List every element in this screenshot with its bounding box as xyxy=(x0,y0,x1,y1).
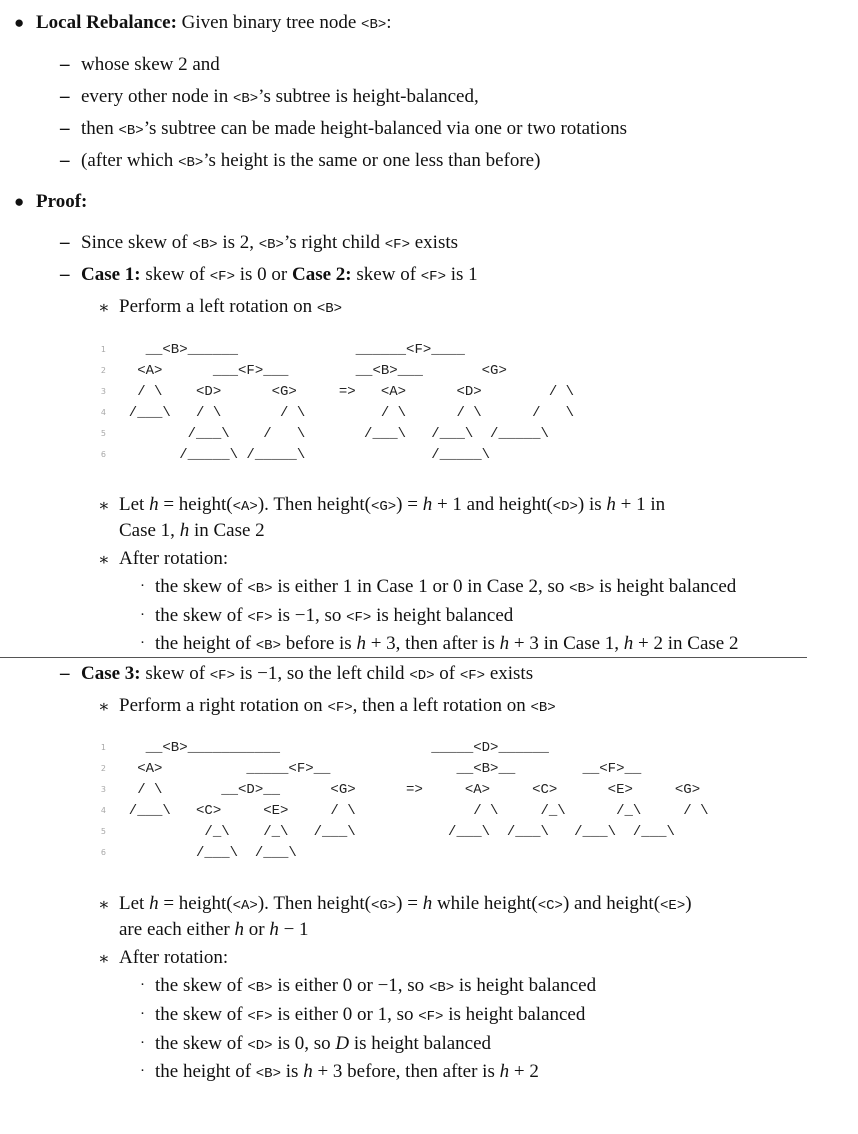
dash-icon: – xyxy=(60,663,70,684)
case3-after-item: the skew of <D> is 0, so D is height balanced xyxy=(155,1033,492,1054)
code-line: __<B>___________ _____<D>______ xyxy=(112,740,549,756)
line-number: 5 xyxy=(100,827,106,836)
line-number: 5 xyxy=(100,429,106,438)
code-line: <A> _____<F>__ __<B>__ __<F>__ xyxy=(112,761,642,777)
bullet-icon: ● xyxy=(14,192,25,211)
line-number: 2 xyxy=(100,366,106,375)
case12-after-label: After rotation: xyxy=(119,548,229,569)
dot-icon: · xyxy=(140,1006,145,1022)
lemma-statement: Local Rebalance: Given binary tree node <B>: xyxy=(36,12,392,33)
dot-icon: · xyxy=(140,1063,145,1079)
condition-item: (after which <B>’s height is the same or one less than before) xyxy=(81,150,541,171)
code-line: /___\ / \ / \ / \ / \ / \ xyxy=(112,405,575,421)
dash-icon: – xyxy=(60,264,70,285)
dash-icon: – xyxy=(60,232,70,253)
case12-let-cont: Case 1, h in Case 2 xyxy=(119,520,265,541)
dot-icon: · xyxy=(140,977,145,993)
code-line: /_\ /_\ /___\ /___\ /___\ /___\ /___\ xyxy=(112,824,675,840)
case3-header: Case 3: skew of <F> is −1, so the left child <D> of <F> exists xyxy=(81,663,534,684)
case3-let-cont: are each either h or h − 1 xyxy=(119,919,309,940)
asterisk-icon: ∗ xyxy=(98,697,110,716)
case12-after-item: the height of <B> before is h + 3, then after is h + 3 in Case 1, h + 2 in Case 2 xyxy=(155,633,739,654)
code-line: /___\ / \ /___\ /___\ /_____\ xyxy=(112,426,549,442)
line-number: 3 xyxy=(100,387,106,396)
dash-icon: – xyxy=(60,54,70,75)
code-line: /___\ /___\ xyxy=(112,845,297,861)
condition-item: whose skew 2 and xyxy=(81,54,220,75)
case3-after-item: the height of <B> is h + 3 before, then after is h + 2 xyxy=(155,1061,539,1082)
line-number: 6 xyxy=(100,848,106,857)
case3-after-label: After rotation: xyxy=(119,947,229,968)
dot-icon: · xyxy=(140,1035,145,1051)
line-number: 3 xyxy=(100,785,106,794)
condition-item: every other node in <B>’s subtree is height-balanced, xyxy=(81,86,479,107)
line-number: 2 xyxy=(100,764,106,773)
case12-header: Case 1: skew of <F> is 0 or Case 2: skew of <F> is 1 xyxy=(81,264,478,285)
case12-after-item: the skew of <B> is either 1 in Case 1 or 0 in Case 2, so <B> is height balanced xyxy=(155,576,737,597)
asterisk-icon: ∗ xyxy=(98,496,110,515)
condition-item: then <B>’s subtree can be made height-balanced via one or two rotations xyxy=(81,118,627,139)
dash-icon: – xyxy=(60,86,70,107)
case3-after-item: the skew of <F> is either 0 or 1, so <F> is height balanced xyxy=(155,1004,586,1025)
asterisk-icon: ∗ xyxy=(98,550,110,569)
code-line: /___\ <C> <E> / \ / \ /_\ /_\ / \ xyxy=(112,803,709,819)
lemma-label: Local Rebalance: xyxy=(36,12,177,33)
code-line: __<B>______ ______<F>____ xyxy=(112,342,465,358)
case12-action: Perform a left rotation on <B> xyxy=(119,296,343,317)
dash-icon: – xyxy=(60,150,70,171)
bullet-icon: ● xyxy=(14,13,25,32)
proof-intro: Since skew of <B> is 2, <B>’s right child <F> exists xyxy=(81,232,459,253)
case3-after-item: the skew of <B> is either 0 or −1, so <B> is height balanced xyxy=(155,975,597,996)
dot-icon: · xyxy=(140,635,145,651)
code-line: <A> ___<F>___ __<B>___ <G> xyxy=(112,363,507,379)
dot-icon: · xyxy=(140,607,145,623)
dash-icon: – xyxy=(60,118,70,139)
case12-after-item: the skew of <F> is −1, so <F> is height balanced xyxy=(155,605,514,626)
asterisk-icon: ∗ xyxy=(98,949,110,968)
line-number: 1 xyxy=(100,345,106,354)
case12-let: Let h = height(<A>). Then height(<G>) = h + 1 and height(<D>) is h + 1 in xyxy=(119,494,666,515)
page-divider xyxy=(0,657,807,658)
line-number: 4 xyxy=(100,806,106,815)
code-line: / \ <D> <G> => <A> <D> / \ xyxy=(112,384,575,400)
code-line: /_____\ /_____\ /_____\ xyxy=(112,447,491,463)
line-number: 6 xyxy=(100,450,106,459)
line-number: 4 xyxy=(100,408,106,417)
case3-let: Let h = height(<A>). Then height(<G>) = h while height(<C>) and height(<E>) xyxy=(119,893,692,914)
code-line: / \ __<D>__ <G> => <A> <C> <E> <G> xyxy=(112,782,701,798)
dot-icon: · xyxy=(140,578,145,594)
line-number: 1 xyxy=(100,743,106,752)
case3-action: Perform a right rotation on <F>, then a left rotation on <B> xyxy=(119,695,556,716)
proof-label: Proof: xyxy=(36,191,88,212)
asterisk-icon: ∗ xyxy=(98,298,110,317)
asterisk-icon: ∗ xyxy=(98,895,110,914)
